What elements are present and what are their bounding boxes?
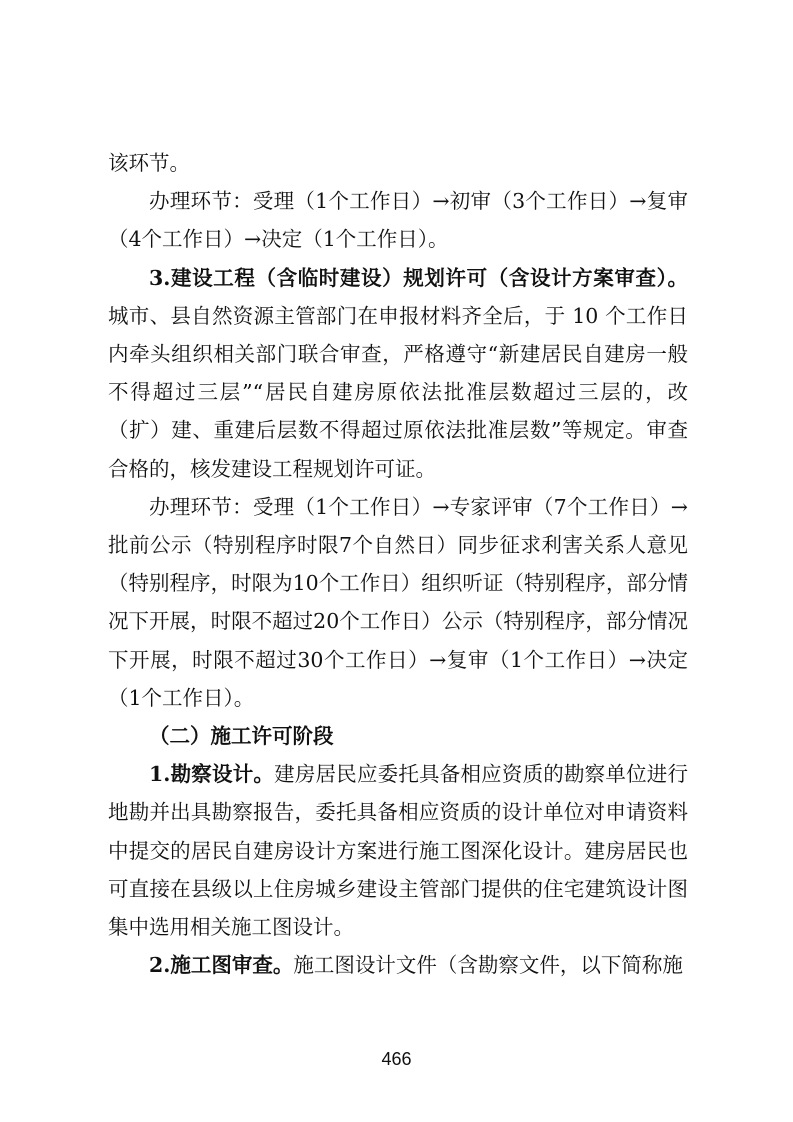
paragraph-drawing-review xyxy=(108,946,688,984)
subheading-text: （二）施工许可阶段 xyxy=(149,724,334,749)
paragraph-heading: 2.施工图审查。 xyxy=(149,953,294,978)
section-subheading xyxy=(108,717,688,755)
paragraph-survey-design xyxy=(108,755,688,946)
paragraph-procedure-steps xyxy=(108,182,688,258)
paragraph-text: 办理环节：受理（1个工作日）→专家评审（7个工作日）→批前公示（特别程序时限7个自然日）同步征求利害关系人意见（特别程序，时限为10个工作日）组织听证（特别程序，部分情况下开展，时限不超过20个工作日）公示（特别程序，部分情况下开展，时限不超过30个工作日）→复审（1个工作日）→决定（1个工作日）。 xyxy=(108,494,688,710)
paragraph-procedure-steps xyxy=(108,488,688,717)
paragraph-text: 办理环节：受理（1个工作日）→初审（3个工作日）→复审（4个工作日）→决定（1个工作日）。 xyxy=(108,189,688,252)
paragraph-heading: 3.建设工程（含临时建设）规划许可（含设计方案审查）。 xyxy=(149,265,688,290)
paragraph-text: 施工图设计文件（含勘察文件，以下简称施 xyxy=(293,953,683,978)
paragraph-text: 建房居民应委托具备相应资质的勘察单位进行地勘并出具勘察报告，委托具备相应资质的设计单位对申请资料中提交的居民自建房设计方案进行施工图深化设计。建房居民也可直接在县级以上住房城乡建设主管部门提供的住宅建筑设计图集中选用相关施工图设计。 xyxy=(108,762,688,940)
paragraph-text: 城市、县自然资源主管部门在申报材料齐全后，于 10 个工作日内牵头组织相关部门联合审查，严格遵守“新建居民自建房一般不得超过三层”“居民自建房原依法批准层数超过三层的，改（扩）建、重建后层数不得超过原依法批准层数”等规定。审查合格的，核发建设工程规划许可证。 xyxy=(108,303,688,481)
paragraph-heading: 1.勘察设计。 xyxy=(149,762,275,787)
paragraph-planning-permit xyxy=(108,259,688,488)
paragraph-continuation xyxy=(108,144,688,182)
body-text xyxy=(108,144,688,984)
page-number: 466 xyxy=(381,1049,412,1069)
paragraph-text: 该环节。 xyxy=(108,151,190,175)
